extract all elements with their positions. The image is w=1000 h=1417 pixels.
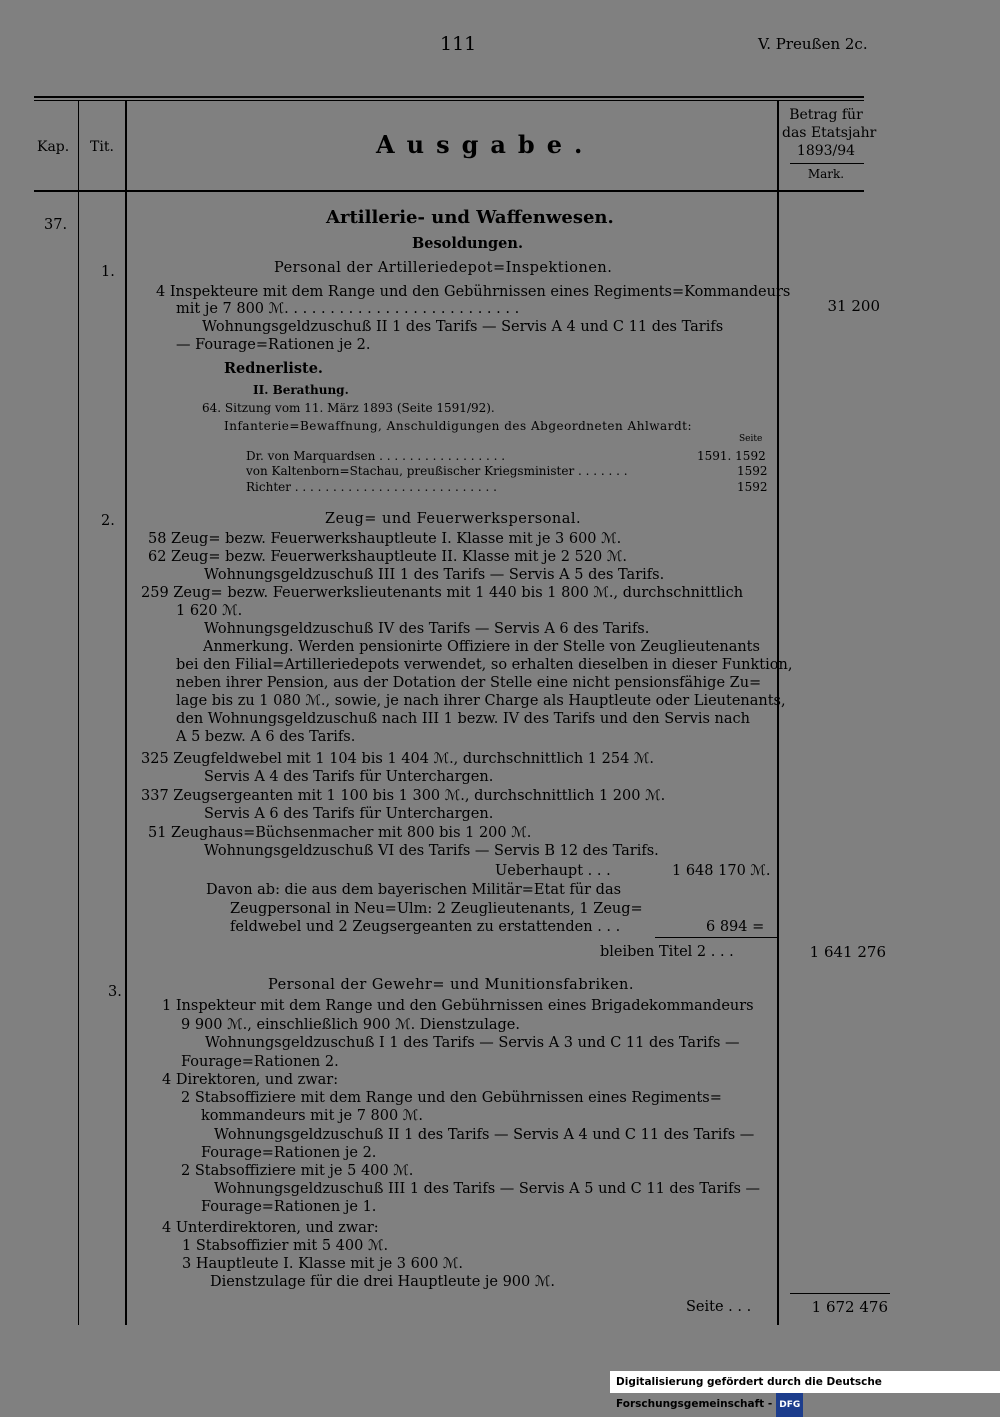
section-subheading: Besoldungen. — [412, 235, 524, 252]
title-2-line: 1 620 ℳ. — [176, 603, 243, 619]
col-divider-tit — [125, 100, 127, 1325]
dfg-logo: DFG — [776, 1393, 803, 1417]
title-2-line: 58 Zeug= bezw. Feuerwerkshauptleute I. Klasse mit je 3 600 ℳ. — [148, 531, 622, 547]
speakers-topic: Infanterie=Bewaffnung, Anschuldigungen des Abgeordneten Ahlwardt: — [224, 419, 692, 433]
title-2-deduction-value: 6 894 = — [706, 919, 765, 935]
title-2-line: 325 Zeugfeldwebel mit 1 104 bis 1 404 ℳ., durchschnittlich 1 254 ℳ. — [141, 751, 655, 767]
title-2-line: 51 Zeughaus=Büchsenmacher mit 800 bis 1 200 ℳ. — [148, 825, 532, 841]
title-2-note-line: neben ihrer Pension, aus der Dotation der Stelle eine nicht pensionsfähige Zu= — [176, 675, 762, 691]
title-2-note-line: bei den Filial=Artilleriedepots verwendet, so erhalten dieselben in dieser Funktion, — [176, 657, 793, 673]
title-1-line-1: 4 Inspekteure mit dem Range und den Gebührnissen eines Regiments=Kommandeurs — [156, 284, 791, 300]
title-2-line: Wohnungsgeldzuschuß IV des Tarifs — Servis A 6 des Tarifs. — [204, 621, 650, 637]
col-header-amount-3: 1893/94 — [796, 143, 856, 159]
title-2-line: Servis A 4 des Tarifs für Unterchargen. — [204, 769, 494, 785]
title-3-line: 2 Stabsoffiziere mit je 5 400 ℳ. — [181, 1163, 414, 1179]
title-3-line: kommandeurs mit je 7 800 ℳ. — [201, 1108, 423, 1124]
speakers-heading: Rednerliste. — [224, 360, 323, 377]
title-2-line: Servis A 6 des Tarifs für Unterchargen. — [204, 806, 494, 822]
speakers-reading: II. Berathung. — [253, 383, 349, 397]
speakers-session: 64. Sitzung vom 11. März 1893 (Seite 1591/92). — [202, 401, 495, 415]
title-1-line-3: Wohnungsgeldzuschuß II 1 des Tarifs — Servis A 4 und C 11 des Tarifs — [202, 319, 724, 335]
title-3-line: 3 Hauptleute I. Klasse mit je 3 600 ℳ. — [182, 1256, 464, 1272]
title-1-line-4: — Fourage=Rationen je 2. — [176, 337, 371, 353]
speaker-row-page: 1591. 1592 — [697, 449, 766, 463]
speaker-row-page: 1592 — [737, 480, 768, 494]
col-header-tit: Tit. — [90, 139, 114, 155]
title-3-line: Fourage=Rationen je 1. — [201, 1199, 377, 1215]
digitization-footer — [610, 1371, 1000, 1410]
title-3-number: 3. — [108, 984, 122, 1000]
running-head: V. Preußen 2c. — [758, 35, 868, 53]
title-2-line: Wohnungsgeldzuschuß III 1 des Tarifs — Servis A 5 des Tarifs. — [204, 567, 665, 583]
title-2-total-value: 1 648 170 ℳ. — [672, 863, 771, 879]
title-2-heading: Zeug= und Feuerwerkspersonal. — [325, 511, 582, 527]
title-2-amount: 1 641 276 — [809, 943, 886, 961]
page-total-value: 1 672 476 — [811, 1298, 888, 1316]
speaker-row-name: Richter . . . . . . . . . . . . . . . . . . . . . . . . . . . — [246, 480, 497, 494]
title-3-line: 1 Inspekteur mit dem Range und den Gebührnissen eines Brigadekommandeurs — [162, 998, 754, 1014]
col-header-kap: Kap. — [37, 139, 70, 155]
title-3-line: Wohnungsgeldzuschuß I 1 des Tarifs — Servis A 3 und C 11 des Tarifs — — [205, 1035, 740, 1051]
title-2-total-label: Ueberhaupt . . . — [495, 863, 611, 879]
title-2-remain-label: bleiben Titel 2 . . . — [600, 944, 734, 960]
title-3-line: 4 Unterdirektoren, und zwar: — [162, 1220, 379, 1236]
amount-unit-rule — [790, 163, 864, 164]
footer-text: Digitalisierung gefördert durch die Deutsche Forschungsgemeinschaft - — [616, 1376, 882, 1410]
table-top-rule-inner — [34, 100, 864, 101]
title-3-line: 2 Stabsoffiziere mit dem Range und den Gebührnissen eines Regiments= — [181, 1090, 722, 1106]
title-3-line: 9 900 ℳ., einschließlich 900 ℳ. Dienstzulage. — [181, 1017, 520, 1033]
title-1-heading: Personal der Artilleriedepot=Inspektionen. — [274, 260, 613, 276]
title-2-number: 2. — [101, 513, 115, 529]
title-3-line: Wohnungsgeldzuschuß III 1 des Tarifs — Servis A 5 und C 11 des Tarifs — — [214, 1181, 761, 1197]
title-1-amount: 31 200 — [827, 297, 880, 315]
title-2-note-line: den Wohnungsgeldzuschuß nach III 1 bezw. IV des Tarifs und den Servis nach — [176, 711, 750, 727]
title-2-deduction: Davon ab: die aus dem bayerischen Militär=Etat für das — [206, 882, 622, 898]
speaker-row-name: Dr. von Marquardsen . . . . . . . . . . . . . . . . . — [246, 449, 506, 463]
title-3-line: 1 Stabsoffizier mit 5 400 ℳ. — [182, 1238, 389, 1254]
col-divider-kap — [78, 100, 79, 1325]
page-number: 111 — [440, 33, 477, 55]
kap-number: 37. — [44, 217, 68, 233]
title-3-heading: Personal der Gewehr= und Munitionsfabriken. — [268, 977, 634, 993]
speaker-row-page: 1592 — [737, 464, 768, 478]
title-1-number: 1. — [101, 264, 115, 280]
title-2-line: 62 Zeug= bezw. Feuerwerkshauptleute II. Klasse mit je 2 520 ℳ. — [148, 549, 627, 565]
page-total-label: Seite . . . — [686, 1299, 752, 1315]
title-2-note-line: Anmerkung. Werden pensionirte Offiziere in der Stelle von Zeuglieutenants — [203, 639, 760, 655]
title-2-deduction: Zeugpersonal in Neu=Ulm: 2 Zeuglieutenants, 1 Zeug= — [230, 901, 643, 917]
title-2-line: 337 Zeugsergeanten mit 1 100 bis 1 300 ℳ., durchschnittlich 1 200 ℳ. — [141, 788, 666, 804]
title-3-line: Wohnungsgeldzuschuß II 1 des Tarifs — Servis A 4 und C 11 des Tarifs — — [214, 1127, 755, 1143]
section-heading: Artillerie- und Waffenwesen. — [326, 207, 614, 228]
table-top-rule — [34, 96, 864, 98]
title-3-line: Fourage=Rationen 2. — [181, 1054, 339, 1070]
speaker-row-name: von Kaltenborn=Stachau, preußischer Kriegsminister . . . . . . . — [246, 464, 628, 478]
title-3-line: 4 Direktoren, und zwar: — [162, 1072, 339, 1088]
page-total-rule — [790, 1293, 890, 1294]
title-3-line: Fourage=Rationen je 2. — [201, 1145, 377, 1161]
title-1-line-2: mit je 7 800 ℳ. . . . . . . . . . . . . . . . . . . . . . . . . . — [176, 301, 520, 317]
title-2-line: 259 Zeug= bezw. Feuerwerkslieutenants mit 1 440 bis 1 800 ℳ., durchschnittlich — [141, 585, 744, 601]
speakers-seite-label: Seite — [739, 434, 763, 444]
col-header-amount-1: Betrag für — [789, 107, 863, 123]
title-2-note-line: lage bis zu 1 080 ℳ., sowie, je nach ihrer Charge als Hauptleute oder Lieutenants, — [176, 693, 786, 709]
col-header-title: Ausgabe. — [376, 130, 595, 159]
col-header-amount-unit: Mark. — [807, 167, 845, 181]
title-2-deduction: feldwebel und 2 Zeugsergeanten zu erstattenden . . . — [230, 919, 621, 935]
header-bottom-rule — [34, 190, 864, 192]
title-3-line: Dienstzulage für die drei Hauptleute je 900 ℳ. — [210, 1274, 555, 1290]
title-2-note-line: A 5 bezw. A 6 des Tarifs. — [176, 729, 356, 745]
title-2-sum-rule — [655, 937, 777, 938]
title-2-line: Wohnungsgeldzuschuß VI des Tarifs — Servis B 12 des Tarifs. — [204, 843, 659, 859]
col-header-amount-2: das Etatsjahr — [782, 125, 877, 141]
